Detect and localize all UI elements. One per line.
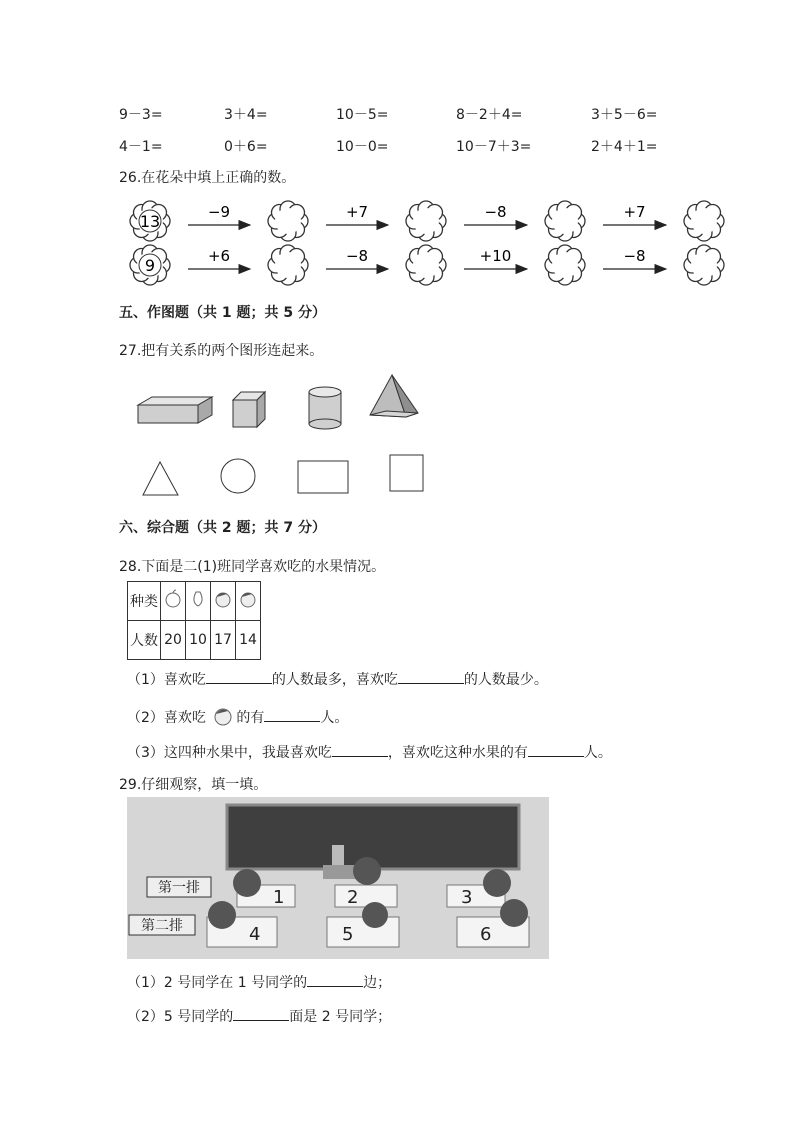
equation: 9－3= (119, 107, 163, 123)
operation-label: −8 (623, 247, 646, 265)
operation-label: −9 (207, 203, 231, 221)
cube-icon[interactable] (233, 392, 265, 427)
count-cell: 14 (236, 621, 261, 660)
flower-icon (130, 245, 170, 285)
answer-blank[interactable] (307, 972, 363, 987)
seat-number: 6 (480, 924, 492, 945)
flower-icon[interactable] (268, 201, 308, 241)
seat-number: 4 (249, 924, 261, 945)
square-icon[interactable] (390, 455, 423, 491)
section-6-title: 六、综合题（共 2 题；共 7 分） (119, 520, 326, 536)
equation: 2＋4＋1= (591, 139, 658, 155)
question-28-sub-3: （3）这四种水果中，我最喜欢吃 ，喜欢吃这种水果的有 人。 (127, 742, 612, 762)
section-5-title: 五、作图题（共 1 题；共 5 分） (119, 305, 326, 321)
question-26-title: 26.在花朵中填上正确的数。 (119, 170, 296, 186)
flower-chain-diagram (120, 195, 740, 290)
row-2-label: 第二排 (141, 918, 183, 934)
equation: 3＋4= (224, 107, 268, 123)
row-1-label: 第一排 (158, 880, 200, 896)
apple-icon (161, 582, 186, 621)
equation: 10－7＋3= (456, 139, 532, 155)
classroom-illustration (127, 797, 549, 959)
row-label: 人数 (128, 621, 161, 660)
operation-label: +7 (623, 203, 646, 221)
question-29-sub-2: （2）5 号同学的 面是 2 号同学； (127, 1006, 391, 1026)
answer-blank[interactable] (206, 669, 272, 684)
cuboid-icon[interactable] (138, 397, 212, 423)
question-28-sub-2: （2）喜欢吃 的有 人。 (127, 706, 348, 727)
equation: 4－1= (119, 139, 163, 155)
answer-blank[interactable] (332, 742, 388, 757)
question-29-sub-1: （1）2 号同学在 1 号同学的 边； (127, 972, 391, 992)
count-cell: 20 (161, 621, 186, 660)
table-header: 种类 (128, 582, 161, 621)
equation: 3＋5－6= (591, 107, 658, 123)
flower-icon[interactable] (268, 245, 308, 285)
equation: 10－0= (336, 139, 389, 155)
seat-number: 3 (461, 887, 473, 908)
equation: 10－5= (336, 107, 389, 123)
flower-icon[interactable] (684, 201, 724, 241)
question-27-title: 27.把有关系的两个图形连起来。 (119, 343, 324, 359)
seat-number: 1 (273, 887, 285, 908)
triangle-icon[interactable] (143, 462, 178, 495)
rectangle-icon[interactable] (298, 461, 348, 493)
fruit-table (127, 581, 261, 660)
pear-icon (186, 582, 211, 621)
peach-icon (236, 582, 261, 621)
flower-icon[interactable] (684, 245, 724, 285)
flower-icon[interactable] (406, 201, 446, 241)
circle-icon[interactable] (221, 459, 255, 493)
seat-number: 5 (342, 924, 354, 945)
operation-label: +10 (479, 247, 512, 265)
question-28-title: 28.下面是二(1)班同学喜欢吃的水果情况。 (119, 559, 386, 575)
equation: 0＋6= (224, 139, 268, 155)
cylinder-icon[interactable] (309, 387, 341, 429)
classroom-scene (127, 797, 549, 959)
operation-label: −8 (484, 203, 507, 221)
equation: 8－2＋4= (456, 107, 523, 123)
flower-start-number: 9 (144, 256, 156, 275)
flower-start-number: 13 (139, 212, 161, 231)
operation-label: +7 (345, 203, 369, 221)
answer-blank[interactable] (264, 707, 320, 722)
seat-number: 2 (347, 887, 359, 908)
peach-icon (210, 706, 236, 726)
count-cell: 10 (186, 621, 211, 660)
peach-icon (211, 582, 236, 621)
count-cell: 17 (211, 621, 236, 660)
question-29-title: 29.仔细观察，填一填。 (119, 777, 268, 793)
answer-blank[interactable] (398, 669, 464, 684)
question-28-sub-1: （1）喜欢吃 的人数最多，喜欢吃 的人数最少。 (127, 669, 548, 689)
solid-shapes (130, 365, 430, 435)
flat-shapes (130, 448, 430, 500)
flower-icon[interactable] (545, 201, 585, 241)
triangular-prism-icon[interactable] (370, 375, 418, 417)
flower-icon (130, 201, 170, 241)
operation-label: −8 (345, 247, 369, 265)
operation-label: +6 (207, 247, 231, 265)
flower-icon[interactable] (545, 245, 585, 285)
answer-blank[interactable] (528, 742, 584, 757)
flower-icon[interactable] (406, 245, 446, 285)
answer-blank[interactable] (233, 1006, 289, 1021)
